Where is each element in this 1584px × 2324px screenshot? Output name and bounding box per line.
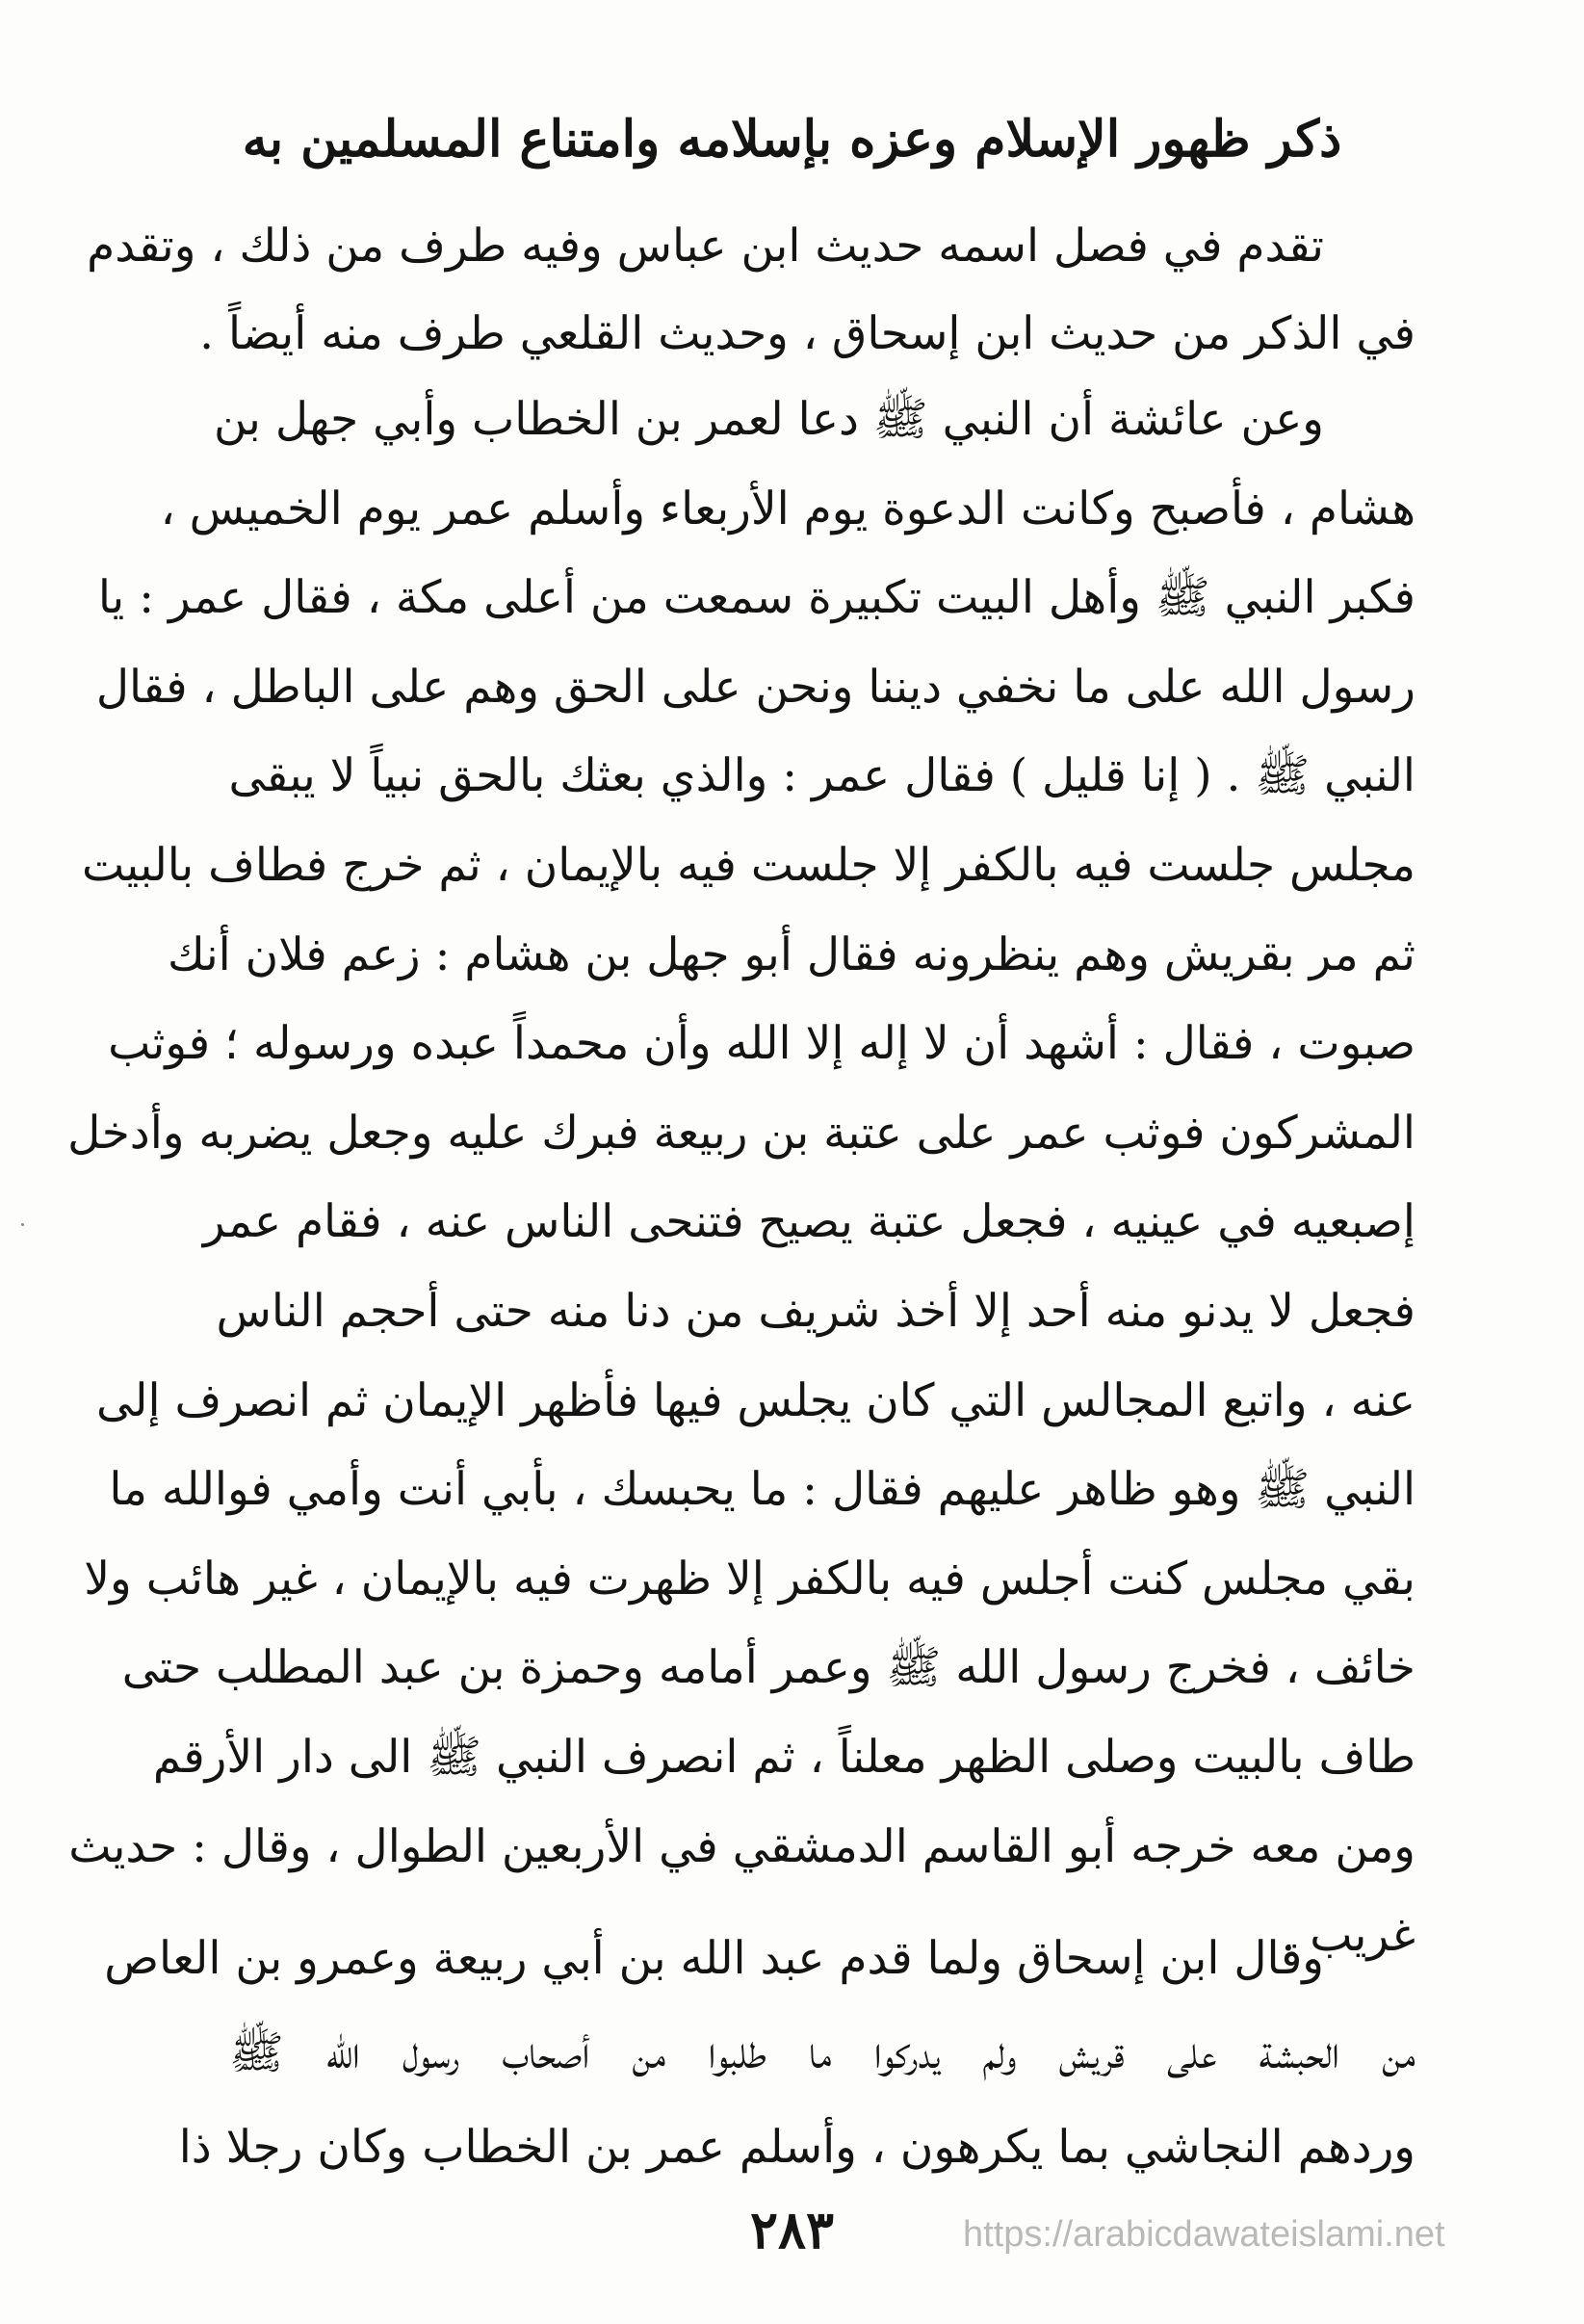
watermark-url: https://arabicdawateislami.net xyxy=(963,2214,1445,2255)
text-line: فكبر النبي ﷺ وأهل البيت تكبيرة سمعت من أعلى مكة ، فقال عمر : يا xyxy=(97,571,1415,625)
text-line: فجعل لا يدنو منه أحد إلا أخذ شريف من دنا منه حتى أحجم الناس xyxy=(216,1284,1415,1338)
text-line: إصبعيه في عينيه ، فجعل عتبة يصيح فتنحى الناس عنه ، فقام عمر xyxy=(202,1195,1415,1249)
text-line: في الذكر من حديث ابن إسحاق ، وحديث القلعي طرف منه أيضاً . xyxy=(199,307,1415,360)
paragraph-ibn-ishaq xyxy=(104,1912,1415,2195)
text-line: المشركون فوثب عمر على عتبة بن ربيعة فبرك عليه وجعل يضربه وأدخل xyxy=(67,1106,1415,1160)
text-line: غريب . xyxy=(1281,1909,1415,1963)
page-number: ٢٨٣ xyxy=(749,2199,834,2260)
text-line: هشام ، فأصبح وكانت الدعوة يوم الأربعاء وأسلم عمر يوم الخميس ، xyxy=(160,482,1415,535)
page-title: ذكر ظهور الإسلام وعزه بإسلامه وامتناع المسلمين به xyxy=(242,110,1342,169)
paragraph-aisha-hadith xyxy=(67,376,1415,1981)
text-line: تقدم في فصل اسمه حديث ابن عباس وفيه طرف من ذلك ، وتقدم xyxy=(87,220,1324,273)
text-line: طاف بالبيت وصلى الظهر معلناً ، ثم انصرف النبي ﷺ الى دار الأرقم xyxy=(152,1730,1415,1784)
text-line: مجلس جلست فيه بالكفر إلا جلست فيه بالإيمان ، ثم خرج فطاف بالبيت xyxy=(81,838,1415,892)
text-line: خائف ، فخرج رسول الله ﷺ وعمر أمامه وحمزة بن عبد المطلب حتى xyxy=(121,1641,1415,1695)
text-line: صبوت ، فقال : أشهد أن لا إله إلا الله وأن محمداً عبده ورسوله ؛ فوثب xyxy=(108,1017,1415,1071)
text-line: عنه ، واتبع المجالس التي كان يجلس فيها فأظهر الإيمان ثم انصرف إلى xyxy=(95,1373,1415,1427)
text-line: ثم مر بقريش وهم ينظرونه فقال أبو جهل بن هشام : زعم فلان أنك xyxy=(167,927,1415,981)
scan-speck xyxy=(21,1223,24,1226)
text-line: وعن عائشة أن النبي ﷺ دعا لعمر بن الخطاب وأبي جهل بن xyxy=(214,393,1324,446)
text-line: ومن معه خرجه أبو القاسم الدمشقي في الأربعين الطوال ، وقال : حديث xyxy=(68,1819,1415,1873)
text-line: رسول الله على ما نخفي ديننا ونحن على الحق وهم على الباطل ، فقال xyxy=(95,660,1415,714)
text-line: وقال ابن إسحاق ولما قدم عبد الله بن أبي ربيعة وعمرو بن العاص xyxy=(104,1932,1324,1985)
text-line: من الحبشة على قريش ولم يدركوا ما طلبوا من أصحاب رسول الله ﷺ xyxy=(229,2026,1415,2079)
text-line: النبي ﷺ . ( إنا قليل ) فقال عمر : والذي بعثك بالحق نبياً لا يبقى xyxy=(228,749,1415,803)
text-line: النبي ﷺ وهو ظاهر عليهم فقال : ما يحبسك ، بأبي أنت وأمي فوالله ما xyxy=(109,1463,1415,1517)
text-line: وردهم النجاشي بما يكرهون ، وأسلم عمر بن الخطاب وكان رجلا ذا xyxy=(178,2121,1415,2174)
paragraph-intro xyxy=(87,202,1415,378)
text-line: بقي مجلس كنت أجلس فيه بالكفر إلا ظهرت فيه بالإيمان ، غير هائب ولا xyxy=(84,1552,1415,1606)
